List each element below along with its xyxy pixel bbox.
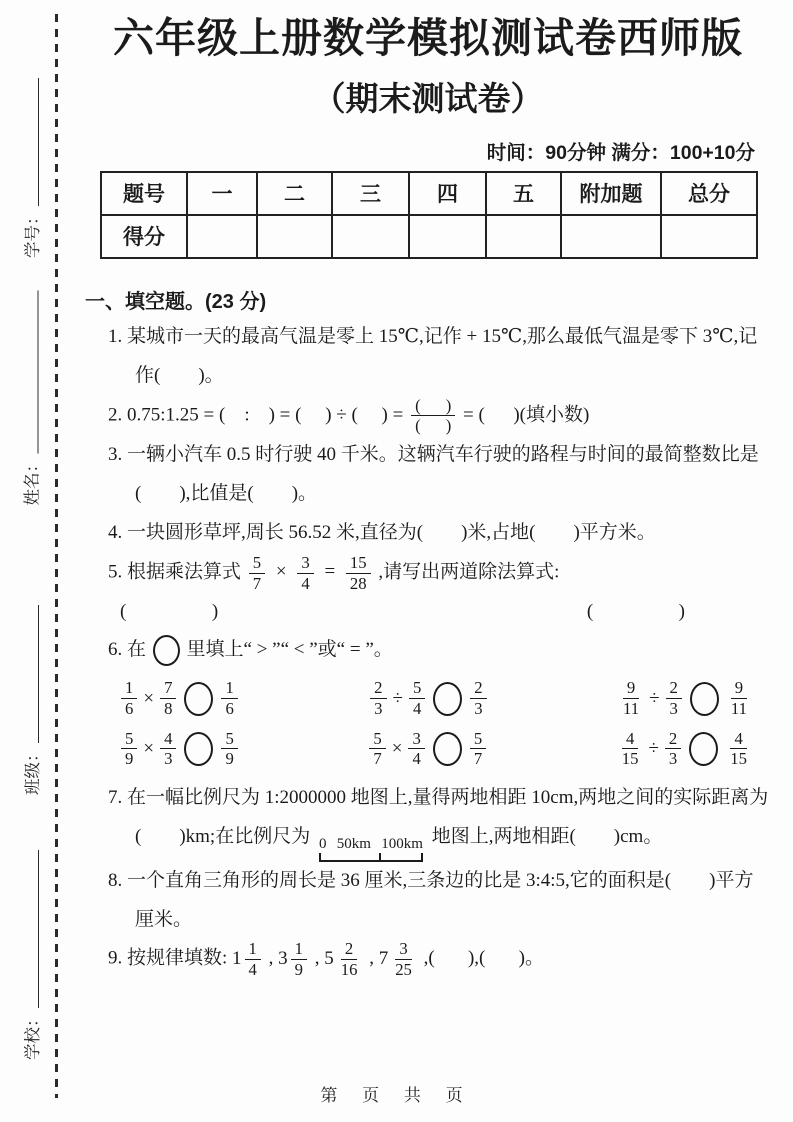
score-table [100, 171, 758, 259]
fraction-numerator: 1 [291, 939, 307, 960]
fraction-denominator: 7 [373, 749, 382, 769]
whole-part: 7 [378, 948, 389, 970]
fraction-numerator: 1 [121, 678, 137, 699]
question-6-instruction [108, 631, 771, 670]
map-scale-line [319, 853, 423, 862]
col-part-5: 五 [486, 172, 561, 215]
score-table-header-row [101, 172, 757, 215]
separator: , [314, 948, 320, 970]
fraction [370, 678, 386, 718]
question-6-text-pre: 6. 在 [108, 639, 147, 661]
question-1-line-1: 1. 某城市一天的最高气温是零上 15℃,记作 + 15℃,那么最低气温是零下 3℃,记 [108, 325, 758, 347]
col-bonus: 附加题 [561, 172, 661, 215]
fraction [160, 678, 176, 718]
fraction-denominator: 25 [395, 960, 412, 980]
fraction [665, 729, 681, 769]
fraction-numerator: 15 [346, 553, 371, 574]
page-footer: 第 页 共 页 [320, 1086, 473, 1105]
fraction-numerator: 2 [666, 678, 682, 699]
fraction-numerator: 2 [341, 939, 357, 960]
score-cell [486, 215, 561, 258]
question-7-text-post: 地图上,两地相距( )cm。 [431, 826, 663, 848]
fraction [666, 678, 682, 718]
score-cell [187, 215, 257, 258]
operator: ÷ [649, 687, 660, 709]
fraction-denominator: 4 [301, 573, 310, 593]
mixed-number [379, 939, 419, 979]
fraction [726, 729, 751, 769]
answer-circle [184, 732, 213, 766]
question-7-line-2 [108, 818, 771, 862]
map-scale-labels [319, 836, 423, 853]
fraction [249, 553, 265, 593]
question-2-text-post: = ( )(填小数) [463, 404, 590, 426]
col-total: 总分 [661, 172, 757, 215]
student-name-field [19, 291, 43, 506]
comparison-row-1 [118, 678, 754, 718]
answer-circle [690, 682, 719, 716]
fraction-denominator: 9 [294, 960, 303, 980]
fraction-denominator: 7 [473, 749, 483, 769]
question-7-line-1: 7. 在一幅比例尺为 1:2000000 地图上,量得两地相距 10cm,两地之间的实际距离为 [108, 787, 769, 809]
fraction [245, 939, 261, 979]
score-cell [257, 215, 332, 258]
fraction-denominator: 16 [340, 960, 358, 980]
student-id-blank-line [38, 78, 39, 207]
whole-part: 3 [278, 948, 288, 970]
question-9-text-post: ,( ),( )。 [423, 948, 544, 970]
question-1-line-2: 作( )。 [135, 364, 224, 386]
multiply-operator: × [275, 561, 287, 583]
question-8-line-1: 8. 一个直角三角形的周长是 36 厘米,三条边的比是 3:4:5,它的面积是( )平方 [108, 869, 754, 891]
question-7-text-pre: ( )km;在比例尺为 [135, 826, 311, 848]
mixed-number [232, 939, 264, 979]
col-part-4: 四 [409, 172, 486, 215]
col-part-2: 二 [257, 172, 332, 215]
fraction-denominator: 6 [125, 699, 134, 718]
fraction-denominator: 4 [412, 749, 421, 769]
score-cell [561, 215, 661, 258]
comparison-item [615, 729, 754, 769]
student-name-blank-line [38, 291, 39, 455]
mixed-number [278, 939, 310, 979]
fraction-denominator: 3 [668, 749, 678, 769]
section-1-heading: 一、填空题。(23 分) [85, 290, 267, 313]
operator: × [391, 737, 403, 759]
question-6 [108, 631, 771, 769]
question-2-line [108, 396, 771, 436]
fraction-numerator: 4 [730, 729, 746, 750]
score-cell [409, 215, 486, 258]
col-question-number: 题号 [101, 172, 187, 215]
fraction [727, 678, 751, 718]
question-2-text-pre: 2. 0.75:1.25 = ( : ) = ( ) ÷ ( ) = [108, 404, 404, 426]
fraction [221, 678, 237, 718]
question-9-text-pre: 9. 按规律填数: [108, 948, 228, 970]
fraction-numerator: 7 [160, 678, 176, 699]
answer-blank-1: ( ) [120, 601, 219, 623]
question-5 [108, 553, 771, 631]
fraction-numerator: 1 [245, 939, 261, 960]
school-blank-line [38, 850, 39, 1009]
fraction-numerator: 3 [395, 939, 411, 960]
fraction-numerator: 5 [369, 729, 385, 750]
map-scale-bar [319, 836, 423, 862]
question-9-line [108, 939, 771, 979]
whole-part: 1 [232, 948, 242, 970]
question-6-text-post: 里填上“ > ”“ < ”或“ = ”。 [186, 639, 393, 661]
col-part-3: 三 [332, 172, 409, 215]
fraction-denominator: 11 [623, 699, 640, 718]
class-field [19, 605, 43, 795]
col-part-1: 一 [187, 172, 257, 215]
fraction-denominator: 6 [225, 699, 234, 718]
score-cell [332, 215, 409, 258]
question-9 [108, 939, 771, 979]
student-id-field [19, 78, 43, 258]
fraction [470, 678, 486, 718]
answer-blank-2: ( ) [586, 601, 685, 623]
question-1 [108, 318, 771, 396]
fraction-denominator: 4 [248, 960, 257, 980]
class-blank-line [38, 605, 39, 744]
class-label: 班级： [23, 745, 43, 795]
equals-operator: = [324, 561, 336, 583]
fraction [221, 729, 237, 769]
fraction-numerator: 5 [121, 729, 137, 750]
example-circle [153, 635, 180, 666]
question-5-text-post: ,请写出两道除法算式: [378, 561, 560, 583]
school-label: 学校： [23, 1010, 43, 1060]
separator: , [369, 948, 374, 970]
fraction-numerator: 5 [249, 553, 265, 574]
score-cell [661, 215, 757, 258]
question-3-line-1: 3. 一辆小汽车 0.5 时行驶 40 千米。这辆汽车行驶的路程与时间的最简整数比是 [108, 444, 759, 466]
fraction-numerator: 2 [665, 729, 681, 750]
fraction [618, 729, 643, 769]
fraction-numerator: 9 [731, 678, 747, 699]
exam-body [85, 0, 771, 980]
exam-meta: 时间：90分钟 满分：100+10分 [486, 141, 755, 164]
fraction-denominator: 8 [164, 699, 173, 718]
comparison-item [367, 678, 490, 718]
fraction-numerator: 5 [409, 678, 425, 699]
answer-circle [184, 682, 213, 716]
student-name-label: 姓名： [22, 456, 42, 506]
page-subtitle: （期末测试卷） [312, 80, 544, 118]
answer-circle [433, 682, 462, 716]
fraction-denominator: 15 [730, 749, 747, 769]
fraction-numerator: 5 [470, 729, 486, 750]
fraction-denominator: 4 [412, 699, 422, 718]
whole-part: 5 [324, 948, 334, 970]
fraction-numerator: 3 [297, 553, 313, 574]
score-row-label: 得分 [101, 215, 187, 258]
question-4 [108, 514, 771, 553]
comparison-item [118, 678, 241, 718]
fraction [160, 729, 176, 769]
question-3-line-2: ( ),比值是( )。 [135, 483, 318, 505]
fraction-numerator: 2 [470, 678, 486, 699]
mixed-number [324, 939, 364, 979]
fraction-denominator: 3 [164, 749, 173, 769]
fraction-denominator: 3 [474, 699, 483, 718]
fraction-numerator: 4 [160, 729, 176, 750]
fraction-denominator: 9 [225, 749, 234, 769]
operator: × [143, 687, 155, 709]
question-5-line-1 [108, 553, 771, 593]
fraction-denominator: 28 [349, 573, 367, 593]
fraction-numerator: 1 [221, 678, 237, 699]
blank-fraction [411, 396, 455, 436]
fraction-denominator: 7 [252, 573, 262, 593]
comparison-item [616, 678, 754, 718]
fraction [121, 678, 137, 718]
question-2 [108, 396, 771, 436]
scale-label-50: 50km [336, 836, 371, 853]
fraction-denominator: 9 [125, 749, 134, 769]
fraction [409, 678, 425, 718]
fraction [619, 678, 643, 718]
fraction [408, 729, 424, 769]
fraction-numerator: 4 [622, 729, 638, 750]
question-4-line: 4. 一块圆形草坪,周长 56.52 米,直径为( )米,占地( )平方米。 [108, 521, 656, 543]
question-8 [108, 862, 771, 940]
answer-circle [433, 732, 462, 766]
score-table-score-row [101, 215, 757, 258]
school-field [19, 850, 43, 1060]
student-id-label: 学号： [23, 208, 43, 258]
page-title: 六年级上册数学模拟测试卷西师版 [113, 15, 743, 61]
fraction [391, 939, 416, 979]
scale-label-100: 100km [381, 836, 423, 853]
comparison-item [366, 729, 489, 769]
fraction [121, 729, 137, 769]
question-8-line-2: 厘米。 [135, 908, 193, 930]
answer-circle [689, 732, 718, 766]
fold-dashed-line [55, 14, 58, 1098]
operator: ÷ [648, 737, 659, 759]
comparison-item [118, 729, 241, 769]
fraction-numerator: ( ) [411, 396, 455, 417]
comparison-row-2 [118, 729, 754, 769]
fraction-denominator: ( ) [415, 416, 452, 436]
fraction-denominator: 3 [669, 699, 678, 718]
fraction [337, 939, 362, 979]
separator: , [268, 948, 274, 970]
fraction-numerator: 9 [623, 678, 639, 699]
fraction [346, 553, 371, 593]
fraction-denominator: 15 [621, 749, 639, 769]
fraction-numerator: 3 [408, 729, 424, 750]
fraction [369, 729, 385, 769]
fraction [291, 939, 307, 979]
fraction [470, 729, 486, 769]
fraction-denominator: 3 [374, 699, 383, 718]
fraction [297, 553, 313, 593]
question-3 [108, 436, 771, 514]
question-5-answer-line [120, 593, 685, 631]
operator: × [143, 737, 155, 759]
question-5-text-pre: 5. 根据乘法算式 [108, 561, 242, 583]
question-7 [108, 779, 771, 861]
fraction-denominator: 11 [730, 699, 747, 718]
fraction-numerator: 2 [370, 678, 386, 699]
scale-label-0: 0 [318, 836, 327, 853]
fraction-numerator: 5 [221, 729, 237, 750]
operator: ÷ [392, 687, 403, 709]
